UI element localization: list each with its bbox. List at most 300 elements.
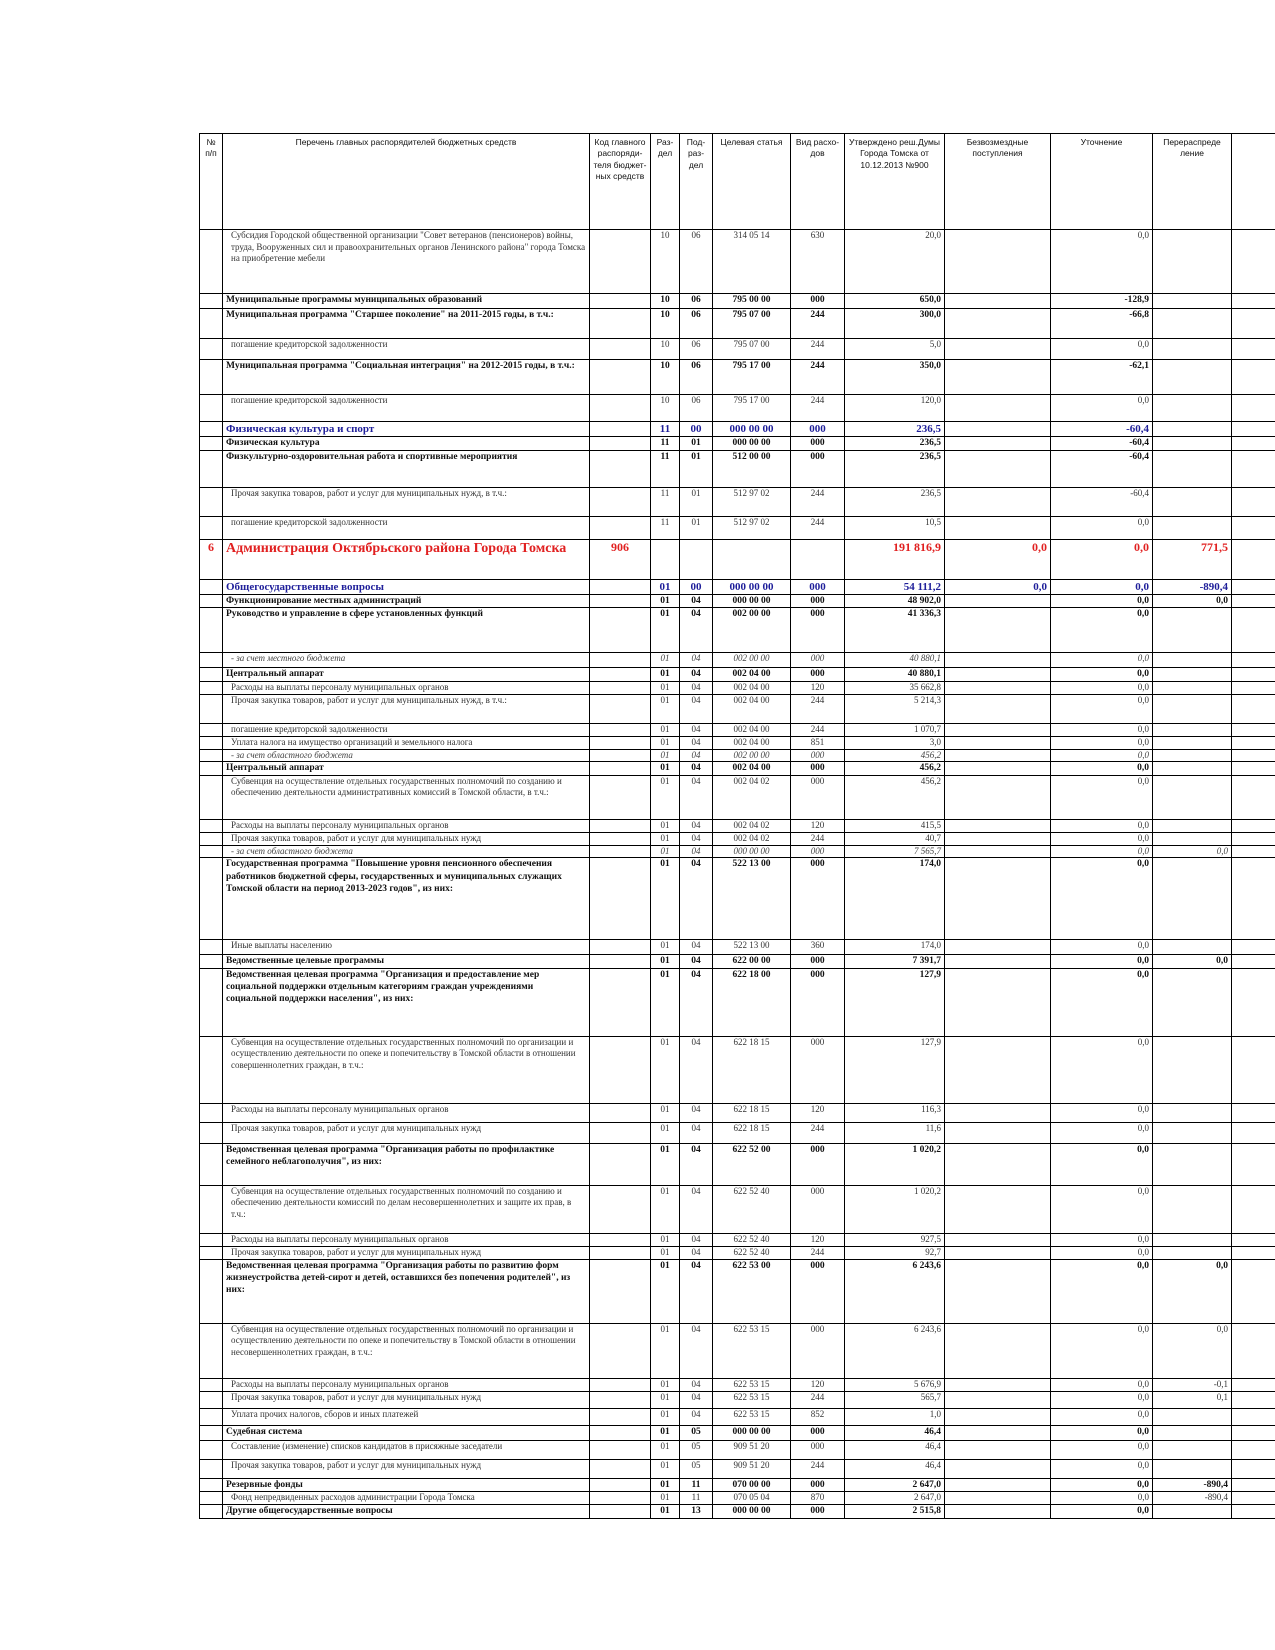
cell-no <box>200 681 223 694</box>
cell-redistribution <box>1153 749 1232 762</box>
cell-target: 622 00 00 <box>713 955 791 968</box>
cell-section: 01 <box>651 1391 680 1408</box>
cell-expense-type: 000 <box>791 1478 845 1491</box>
cell-approved: 2 515,8 <box>845 1505 945 1519</box>
cell-extra <box>1232 845 1275 858</box>
table-row <box>200 762 1275 775</box>
cell-expense-type: 870 <box>791 1492 845 1505</box>
cell-approved: 41 336,3 <box>845 608 945 653</box>
cell-section: 01 <box>651 1122 680 1143</box>
cell-extra <box>1232 940 1275 955</box>
cell-code <box>590 955 651 968</box>
cell-approved: 236,5 <box>845 487 945 516</box>
table-row <box>200 360 1275 395</box>
cell-gratuitous <box>945 608 1051 653</box>
cell-redistribution <box>1153 1143 1232 1185</box>
cell-redistribution: -890,4 <box>1153 579 1232 594</box>
cell-name: Субвенция на осуществление отдельных государственных полномочий по созданию и обеспечению деятельности комиссий по делам несовершеннолетних и защите их прав, в т.ч.: <box>223 1185 590 1233</box>
cell-extra <box>1232 955 1275 968</box>
cell-expense-type: 630 <box>791 230 845 294</box>
cell-approved: 236,5 <box>845 437 945 450</box>
cell-name: Центральный аппарат <box>223 668 590 681</box>
cell-section: 10 <box>651 294 680 309</box>
cell-clarification: 0,0 <box>1051 762 1153 775</box>
cell-approved: 6 243,6 <box>845 1259 945 1323</box>
cell-code <box>590 1323 651 1378</box>
cell-code <box>590 516 651 539</box>
cell-subsection: 04 <box>680 681 713 694</box>
cell-extra <box>1232 1185 1275 1233</box>
cell-extra <box>1232 395 1275 422</box>
cell-code <box>590 832 651 845</box>
cell-no <box>200 1233 223 1246</box>
cell-gratuitous <box>945 845 1051 858</box>
cell-gratuitous <box>945 694 1051 723</box>
header-expense-type: Вид расхо-дов <box>791 134 845 230</box>
cell-expense-type: 000 <box>791 762 845 775</box>
cell-no <box>200 487 223 516</box>
cell-expense-type: 120 <box>791 1378 845 1391</box>
cell-subsection: 01 <box>680 437 713 450</box>
cell-name: Расходы на выплаты персоналу муниципальных органов <box>223 681 590 694</box>
cell-target: 622 53 00 <box>713 1259 791 1323</box>
cell-gratuitous <box>945 968 1051 1036</box>
cell-no <box>200 1425 223 1440</box>
cell-no <box>200 668 223 681</box>
cell-section: 01 <box>651 858 680 940</box>
cell-approved: 127,9 <box>845 1036 945 1103</box>
cell-subsection: 04 <box>680 1323 713 1378</box>
header-redistribution: Перераспреде ление <box>1153 134 1232 230</box>
cell-expense-type: 000 <box>791 1036 845 1103</box>
cell-code <box>590 858 651 940</box>
cell-approved: 350,0 <box>845 360 945 395</box>
cell-gratuitous <box>945 1036 1051 1103</box>
cell-name: Физическая культура и спорт <box>223 422 590 437</box>
table-row <box>200 1440 1275 1459</box>
cell-expense-type: 000 <box>791 422 845 437</box>
cell-approved: 456,2 <box>845 775 945 819</box>
cell-gratuitous <box>945 339 1051 360</box>
table-row <box>200 395 1275 422</box>
cell-section: 01 <box>651 694 680 723</box>
cell-redistribution <box>1153 653 1232 668</box>
cell-code <box>590 1233 651 1246</box>
cell-code <box>590 1185 651 1233</box>
cell-expense-type: 000 <box>791 1505 845 1519</box>
cell-no <box>200 1036 223 1103</box>
cell-gratuitous <box>945 955 1051 968</box>
cell-target: 622 53 15 <box>713 1323 791 1378</box>
table-row <box>200 1323 1275 1378</box>
cell-approved: 191 816,9 <box>845 539 945 579</box>
cell-target: 000 00 00 <box>713 594 791 607</box>
cell-gratuitous <box>945 1323 1051 1378</box>
cell-gratuitous <box>945 749 1051 762</box>
cell-extra <box>1232 1478 1275 1491</box>
cell-clarification: -62,1 <box>1051 360 1153 395</box>
cell-extra <box>1232 539 1275 579</box>
cell-name: Прочая закупка товаров, работ и услуг для муниципальных нужд, в т.ч.: <box>223 694 590 723</box>
cell-clarification: 0,0 <box>1051 1378 1153 1391</box>
cell-section: 01 <box>651 608 680 653</box>
cell-subsection: 04 <box>680 594 713 607</box>
cell-section: 01 <box>651 681 680 694</box>
header-section: Раз-дел <box>651 134 680 230</box>
cell-extra <box>1232 653 1275 668</box>
cell-clarification: 0,0 <box>1051 539 1153 579</box>
cell-clarification: -60,4 <box>1051 487 1153 516</box>
cell-expense-type: 000 <box>791 450 845 487</box>
cell-extra <box>1232 422 1275 437</box>
cell-extra <box>1232 487 1275 516</box>
cell-approved: 35 662,8 <box>845 681 945 694</box>
cell-clarification: 0,0 <box>1051 1478 1153 1491</box>
table-row <box>200 1143 1275 1185</box>
cell-target: 795 17 00 <box>713 360 791 395</box>
cell-expense-type: 244 <box>791 1391 845 1408</box>
cell-subsection: 06 <box>680 294 713 309</box>
cell-subsection: 04 <box>680 1259 713 1323</box>
cell-no <box>200 594 223 607</box>
cell-redistribution <box>1153 668 1232 681</box>
cell-section: 01 <box>651 1259 680 1323</box>
cell-clarification: 0,0 <box>1051 395 1153 422</box>
cell-name: Резервные фонды <box>223 1478 590 1491</box>
cell-expense-type: 000 <box>791 858 845 940</box>
cell-no <box>200 819 223 832</box>
cell-no <box>200 1378 223 1391</box>
cell-approved: 927,5 <box>845 1233 945 1246</box>
cell-subsection: 04 <box>680 1185 713 1233</box>
table-row <box>200 1246 1275 1259</box>
cell-gratuitous <box>945 230 1051 294</box>
cell-expense-type: 244 <box>791 339 845 360</box>
cell-target: 002 04 02 <box>713 775 791 819</box>
cell-clarification: -60,4 <box>1051 450 1153 487</box>
cell-section: 11 <box>651 437 680 450</box>
table-row <box>200 1378 1275 1391</box>
cell-section: 01 <box>651 955 680 968</box>
cell-approved: 127,9 <box>845 968 945 1036</box>
cell-subsection: 04 <box>680 968 713 1036</box>
table-row <box>200 1103 1275 1122</box>
header-target: Целевая статья <box>713 134 791 230</box>
cell-no <box>200 1246 223 1259</box>
cell-name: Ведомственная целевая программа "Организация работы по профилактике семейного неблагополучия", из них: <box>223 1143 590 1185</box>
cell-target: 622 18 15 <box>713 1122 791 1143</box>
cell-no <box>200 294 223 309</box>
table-row <box>200 579 1275 594</box>
cell-section: 01 <box>651 736 680 749</box>
cell-redistribution <box>1153 339 1232 360</box>
cell-name: - за счет местного бюджета <box>223 653 590 668</box>
table-row <box>200 1459 1275 1478</box>
cell-approved: 40,7 <box>845 832 945 845</box>
cell-approved: 456,2 <box>845 749 945 762</box>
cell-code <box>590 1103 651 1122</box>
cell-code <box>590 940 651 955</box>
cell-name: Субвенция на осуществление отдельных государственных полномочий по организации и осуществлению деятельности по опеке и попечительству в Томской области в отношении совершеннолетних граждан, в т.ч.: <box>223 1036 590 1103</box>
cell-code <box>590 422 651 437</box>
cell-gratuitous <box>945 653 1051 668</box>
cell-gratuitous <box>945 1478 1051 1491</box>
cell-expense-type: 000 <box>791 437 845 450</box>
cell-target: 512 97 02 <box>713 487 791 516</box>
header-no: № п/п <box>200 134 223 230</box>
cell-redistribution <box>1153 681 1232 694</box>
cell-no <box>200 1143 223 1185</box>
cell-gratuitous <box>945 395 1051 422</box>
cell-redistribution: 0,0 <box>1153 1259 1232 1323</box>
cell-subsection: 04 <box>680 1103 713 1122</box>
cell-clarification: 0,0 <box>1051 1259 1153 1323</box>
cell-name: Фонд непредвиденных расходов администрации Города Томска <box>223 1492 590 1505</box>
cell-gratuitous <box>945 819 1051 832</box>
table-row <box>200 450 1275 487</box>
cell-approved: 1,0 <box>845 1408 945 1425</box>
cell-no <box>200 736 223 749</box>
cell-subsection: 04 <box>680 1378 713 1391</box>
cell-section: 01 <box>651 775 680 819</box>
cell-approved: 120,0 <box>845 395 945 422</box>
cell-name: Муниципальная программа "Социальная интеграция" на 2012-2015 годы, в т.ч.: <box>223 360 590 395</box>
cell-extra <box>1232 749 1275 762</box>
cell-target: 002 00 00 <box>713 608 791 653</box>
cell-expense-type: 851 <box>791 736 845 749</box>
cell-subsection: 04 <box>680 940 713 955</box>
cell-approved: 46,4 <box>845 1440 945 1459</box>
cell-expense-type: 000 <box>791 653 845 668</box>
cell-target: 002 04 00 <box>713 762 791 775</box>
table-row <box>200 668 1275 681</box>
table-row <box>200 832 1275 845</box>
header-subsection: Под-раз-дел <box>680 134 713 230</box>
cell-section: 11 <box>651 516 680 539</box>
cell-subsection: 06 <box>680 339 713 360</box>
table-row <box>200 539 1275 579</box>
cell-clarification: 0,0 <box>1051 749 1153 762</box>
cell-target: 795 07 00 <box>713 309 791 339</box>
cell-code <box>590 1478 651 1491</box>
cell-expense-type: 852 <box>791 1408 845 1425</box>
table-row <box>200 1492 1275 1505</box>
cell-target: 622 18 15 <box>713 1103 791 1122</box>
cell-extra <box>1232 1122 1275 1143</box>
cell-subsection: 06 <box>680 395 713 422</box>
table-row <box>200 230 1275 294</box>
cell-clarification: 0,0 <box>1051 1323 1153 1378</box>
cell-target: 000 00 00 <box>713 845 791 858</box>
cell-clarification: 0,0 <box>1051 955 1153 968</box>
cell-name: Расходы на выплаты персоналу муниципальных органов <box>223 1378 590 1391</box>
cell-gratuitous <box>945 1391 1051 1408</box>
cell-code <box>590 437 651 450</box>
cell-redistribution <box>1153 819 1232 832</box>
table-row <box>200 422 1275 437</box>
cell-section: 01 <box>651 723 680 736</box>
cell-code <box>590 360 651 395</box>
cell-gratuitous <box>945 294 1051 309</box>
cell-section: 01 <box>651 579 680 594</box>
cell-clarification: 0,0 <box>1051 819 1153 832</box>
cell-section: 01 <box>651 1246 680 1259</box>
cell-clarification: 0,0 <box>1051 1425 1153 1440</box>
cell-section: 01 <box>651 1378 680 1391</box>
cell-redistribution: 771,5 <box>1153 539 1232 579</box>
cell-extra <box>1232 1103 1275 1122</box>
cell-expense-type: 244 <box>791 694 845 723</box>
cell-code <box>590 608 651 653</box>
cell-name: погашение кредиторской задолженности <box>223 723 590 736</box>
cell-section: 01 <box>651 968 680 1036</box>
cell-target: 795 07 00 <box>713 339 791 360</box>
cell-extra <box>1232 1143 1275 1185</box>
cell-subsection: 01 <box>680 450 713 487</box>
cell-name: Расходы на выплаты персоналу муниципальных органов <box>223 1103 590 1122</box>
cell-section: 01 <box>651 1036 680 1103</box>
cell-redistribution <box>1153 1440 1232 1459</box>
cell-no <box>200 1459 223 1478</box>
cell-no <box>200 516 223 539</box>
cell-redistribution <box>1153 450 1232 487</box>
cell-expense-type <box>791 539 845 579</box>
cell-gratuitous <box>945 487 1051 516</box>
table-row <box>200 1391 1275 1408</box>
cell-name: Ведомственные целевые программы <box>223 955 590 968</box>
cell-target: 909 51 20 <box>713 1459 791 1478</box>
cell-section: 01 <box>651 819 680 832</box>
cell-name: Уплата прочих налогов, сборов и иных платежей <box>223 1408 590 1425</box>
cell-clarification: -128,9 <box>1051 294 1153 309</box>
cell-subsection: 13 <box>680 1505 713 1519</box>
cell-no <box>200 1259 223 1323</box>
cell-target: 002 04 02 <box>713 832 791 845</box>
cell-extra <box>1232 819 1275 832</box>
table-row <box>200 1408 1275 1425</box>
cell-redistribution <box>1153 1505 1232 1519</box>
cell-name: Муниципальная программа "Старшее поколение" на 2011-2015 годы, в т.ч.: <box>223 309 590 339</box>
cell-section: 01 <box>651 845 680 858</box>
cell-code <box>590 450 651 487</box>
cell-expense-type: 120 <box>791 1233 845 1246</box>
cell-code <box>590 653 651 668</box>
table-row <box>200 487 1275 516</box>
cell-no <box>200 1505 223 1519</box>
cell-extra <box>1232 694 1275 723</box>
cell-approved: 5 676,9 <box>845 1378 945 1391</box>
cell-subsection: 05 <box>680 1425 713 1440</box>
cell-gratuitous <box>945 1459 1051 1478</box>
cell-clarification: 0,0 <box>1051 1103 1153 1122</box>
cell-approved: 5,0 <box>845 339 945 360</box>
cell-subsection: 04 <box>680 1036 713 1103</box>
header-approved: Утверждено реш.Думы Города Томска от 10.12.2013 №900 <box>845 134 945 230</box>
cell-extra <box>1232 775 1275 819</box>
cell-code <box>590 668 651 681</box>
cell-redistribution <box>1153 736 1232 749</box>
cell-extra <box>1232 1246 1275 1259</box>
cell-clarification: 0,0 <box>1051 579 1153 594</box>
cell-subsection: 11 <box>680 1478 713 1491</box>
cell-code <box>590 594 651 607</box>
cell-gratuitous <box>945 940 1051 955</box>
cell-code <box>590 579 651 594</box>
cell-section: 01 <box>651 1478 680 1491</box>
cell-clarification: 0,0 <box>1051 858 1153 940</box>
cell-approved: 174,0 <box>845 940 945 955</box>
cell-name: Расходы на выплаты персоналу муниципальных органов <box>223 819 590 832</box>
cell-gratuitous <box>945 1185 1051 1233</box>
cell-clarification: 0,0 <box>1051 845 1153 858</box>
cell-redistribution: 0,0 <box>1153 845 1232 858</box>
cell-no <box>200 422 223 437</box>
cell-gratuitous <box>945 775 1051 819</box>
cell-redistribution <box>1153 1103 1232 1122</box>
cell-gratuitous <box>945 723 1051 736</box>
cell-no <box>200 579 223 594</box>
cell-subsection: 04 <box>680 749 713 762</box>
table-row <box>200 608 1275 653</box>
cell-section: 01 <box>651 1408 680 1425</box>
cell-section: 01 <box>651 940 680 955</box>
cell-no <box>200 608 223 653</box>
cell-clarification: 0,0 <box>1051 653 1153 668</box>
cell-name: погашение кредиторской задолженности <box>223 395 590 422</box>
cell-gratuitous <box>945 1259 1051 1323</box>
cell-target: 795 17 00 <box>713 395 791 422</box>
cell-no <box>200 1323 223 1378</box>
cell-gratuitous <box>945 422 1051 437</box>
cell-section: 01 <box>651 749 680 762</box>
cell-code <box>590 749 651 762</box>
cell-redistribution <box>1153 1036 1232 1103</box>
cell-clarification: 0,0 <box>1051 832 1153 845</box>
cell-no <box>200 858 223 940</box>
cell-code <box>590 1122 651 1143</box>
cell-target: 795 00 00 <box>713 294 791 309</box>
cell-target: 002 04 00 <box>713 681 791 694</box>
cell-code <box>590 1036 651 1103</box>
cell-extra <box>1232 723 1275 736</box>
cell-no <box>200 1103 223 1122</box>
cell-subsection: 04 <box>680 1246 713 1259</box>
cell-name: Субвенция на осуществление отдельных государственных полномочий по организации и осуществлению деятельности по опеке и попечительству в Томской области в отношении несовершеннолетних граждан, в т.ч.: <box>223 1323 590 1378</box>
budget-table <box>199 133 1275 1519</box>
cell-name: Ведомственная целевая программа "Организация и предоставление мер социальной поддержки отдельным категориям граждан учреждениями социальной поддержки населения", из них: <box>223 968 590 1036</box>
cell-expense-type: 244 <box>791 723 845 736</box>
table-row <box>200 968 1275 1036</box>
cell-gratuitous <box>945 1408 1051 1425</box>
cell-section: 01 <box>651 653 680 668</box>
cell-expense-type: 244 <box>791 516 845 539</box>
cell-expense-type: 000 <box>791 955 845 968</box>
cell-code <box>590 1425 651 1440</box>
cell-clarification: 0,0 <box>1051 1440 1153 1459</box>
cell-target: 314 05 14 <box>713 230 791 294</box>
table-row <box>200 1233 1275 1246</box>
cell-code <box>590 294 651 309</box>
cell-extra <box>1232 858 1275 940</box>
cell-expense-type: 120 <box>791 681 845 694</box>
cell-subsection <box>680 539 713 579</box>
cell-expense-type: 120 <box>791 1103 845 1122</box>
cell-code <box>590 681 651 694</box>
cell-approved: 415,5 <box>845 819 945 832</box>
cell-code <box>590 1391 651 1408</box>
cell-extra <box>1232 294 1275 309</box>
header-extra <box>1232 134 1275 230</box>
